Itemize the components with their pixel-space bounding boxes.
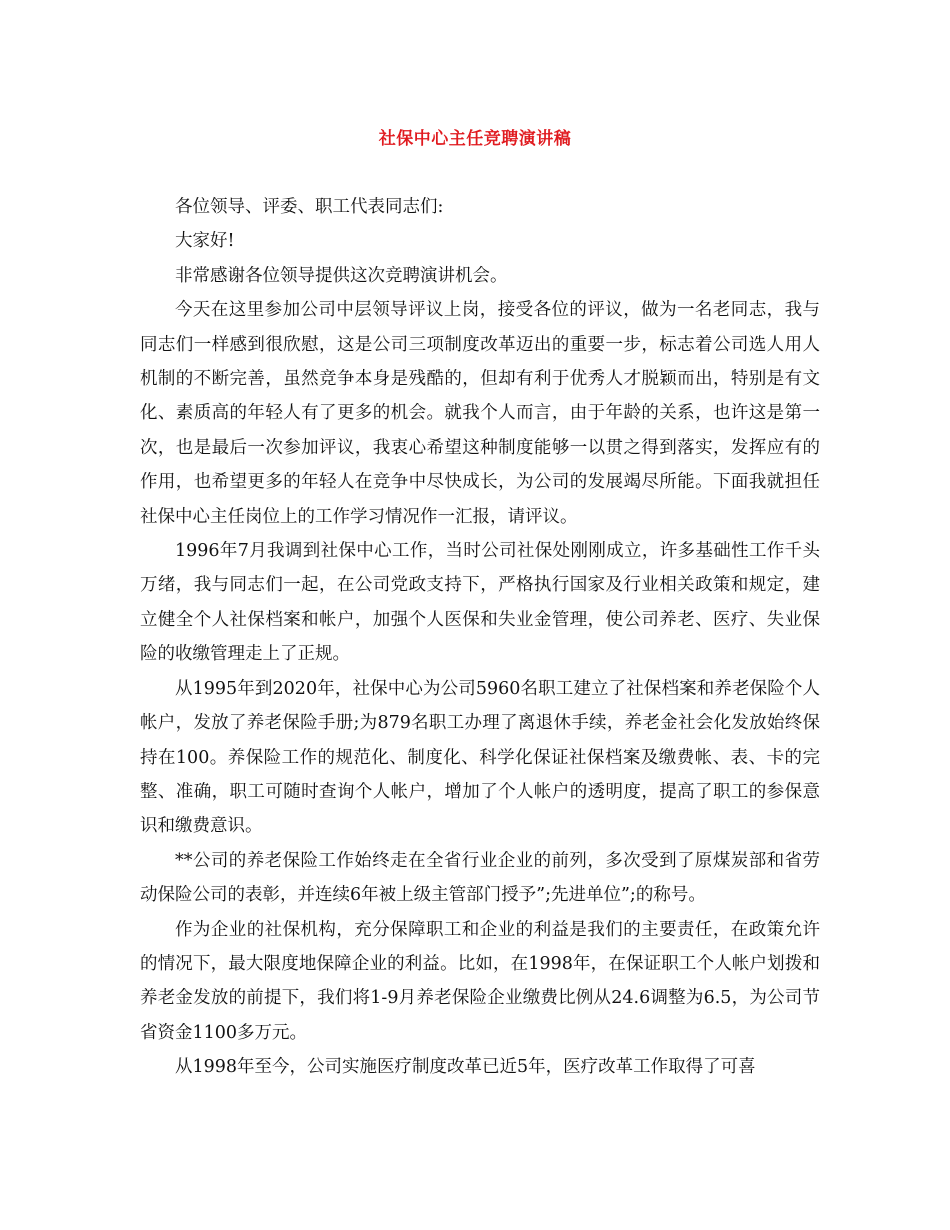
paragraph-introduction: 今天在这里参加公司中层领导评议上岗，接受各位的评议，做为一名老同志，我与同志们一样感到很欣慰，这是公司三项制度改革迈出的重要一步，标志着公司选人用人机制的不断完善，虽然竞争本身是残酷的，但却有利于优秀人才脱颖而出，特别是有文化、素质高的年轻人有了更多的机会。就我个人而言，由于年龄的关系，也许这是第一次，也是最后一次参加评议，我衷心希望这种制度能够一以贯之得到落实，发挥应有的作用，也希望更多的年轻人在竞争中尽快成长，为公司的发展竭尽所能。下面我就担任社保中心主任岗位上的工作学习情况作一汇报，请评议。 [140, 300, 820, 527]
document-title: 社保中心主任竞聘演讲稿 [378, 129, 572, 149]
paragraph-thanks: 非常感谢各位领导提供这次竞聘演讲机会。 [175, 265, 508, 286]
paragraph-honors: **公司的养老保险工作始终走在全省行业企业的前列，多次受到了原煤炭部和省劳动保险公司的表彰，并连续6年被上级主管部门授予”;先进单位”;的称号。 [140, 850, 820, 906]
paragraph-responsibility: 作为企业的社保机构，充分保障职工和企业的利益是我们的主要责任，在政策允许的情况下，最大限度地保障企业的利益。比如，在1998年，在保证职工个人帐户划拨和养老金发放的前提下，我们将1-9月养老保险企业缴费比例从24.6调整为6.5，为公司节省资金1100多万元。 [140, 919, 820, 1043]
paragraph-work-history: 1996年7月我调到社保中心工作，当时公司社保处刚刚成立，许多基础性工作千头万绪，我与同志们一起，在公司党政支持下，严格执行国家及行业相关政策和规定，建立健全个人社保档案和帐户，加强个人医保和失业金管理，使公司养老、医疗、失业保险的收缴管理走上了正规。 [140, 541, 820, 665]
paragraph-salutation: 各位领导、评委、职工代表同志们: [175, 197, 444, 217]
paragraph-medical-reform: 从1998年至今，公司实施医疗制度改革已近5年，医疗改革工作取得了可喜 [175, 1057, 756, 1078]
paragraph-greeting: 大家好! [175, 231, 235, 252]
paragraph-achievements: 从1995年到2020年，社保中心为公司5960名职工建立了社保档案和养老保险个人帐户，发放了养老保险手册;为879名职工办理了离退休手续，养老金社会化发放始终保持在100。养保险工作的规范化、制度化、科学化保证社保档案及缴费帐、表、卡的完整、准确，职工可随时查询个人帐户，增加了个人帐户的透明度，提高了职工的参保意识和缴费意识。 [140, 678, 820, 837]
document-body [140, 190, 820, 1085]
